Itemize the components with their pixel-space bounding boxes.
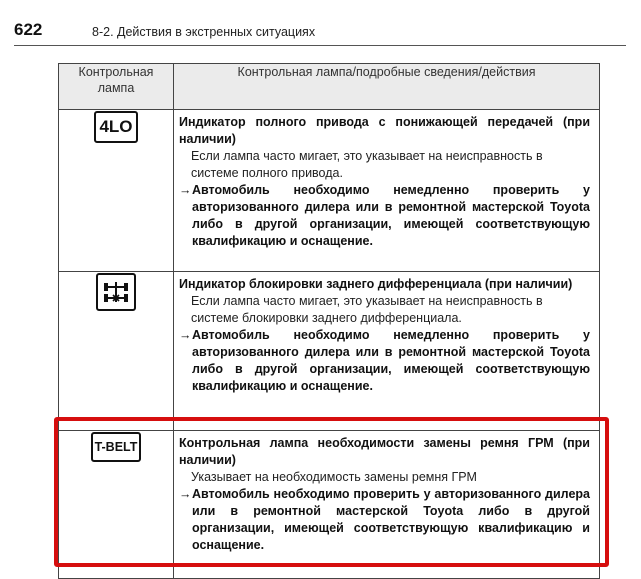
lamp-details-cell xyxy=(174,272,600,431)
lamp-details-cell xyxy=(174,431,600,579)
warning-lamp-table xyxy=(58,63,600,579)
rear-differential-lock-icon xyxy=(96,273,136,311)
lamp-icon-cell xyxy=(59,431,174,579)
lamp-action xyxy=(179,327,590,395)
column-header-details: Контрольная лампа/подробные сведения/действия xyxy=(174,64,600,110)
lamp-action-text: Автомобиль необходимо немедленно проверить у авторизованного дилера или в ремонтной мастерской Toyota либо в другой организации, имеющей соответствующую квалификацию и оснащение. xyxy=(192,183,590,248)
table-row xyxy=(59,110,600,272)
table-header-row xyxy=(59,64,600,110)
4lo-indicator-icon: 4LO xyxy=(94,111,138,143)
lamp-description: Указывает на необходимость замены ремня ГРМ xyxy=(191,470,477,484)
lamp-action-text: Автомобиль необходимо немедленно проверить у авторизованного дилера или в ремонтной мастерской Toyota либо в другой организации, имеющей соответствующую квалификацию и оснащение. xyxy=(192,328,590,393)
lamp-icon-cell xyxy=(59,110,174,272)
lamp-details-cell xyxy=(174,110,600,272)
page-header xyxy=(0,0,641,48)
column-header-lamp: Контрольная лампа xyxy=(59,64,174,110)
arrow-right-icon: → xyxy=(179,487,192,501)
arrow-right-icon: → xyxy=(179,183,192,197)
lamp-title: Контрольная лампа необходимости замены ремня ГРМ (при наличии) xyxy=(179,436,590,467)
lamp-icon-cell xyxy=(59,272,174,431)
lamp-description: Если лампа часто мигает, это указывает на неисправность в системе полного привода. xyxy=(191,149,543,180)
arrow-right-icon: → xyxy=(179,328,192,342)
lamp-title: Индикатор блокировки заднего дифференциала (при наличии) xyxy=(179,277,573,291)
lamp-action xyxy=(179,486,590,554)
header-divider xyxy=(14,45,626,46)
lamp-action xyxy=(179,182,590,250)
table-row xyxy=(59,272,600,431)
table-row xyxy=(59,431,600,579)
lamp-action-text: Автомобиль необходимо проверить у авторизованного дилера или в ремонтной мастерской Toyota либо в другой организации, имеющей соответствующую квалификацию и оснащение. xyxy=(192,487,590,552)
section-title: 8-2. Действия в экстренных ситуациях xyxy=(92,25,316,39)
lamp-description: Если лампа часто мигает, это указывает на неисправность в системе блокировки заднего дифференциала. xyxy=(191,294,543,325)
lamp-title: Индикатор полного привода с понижающей передачей (при наличии) xyxy=(179,115,590,146)
page-number: 622 xyxy=(14,20,43,39)
t-belt-indicator-icon: T-BELT xyxy=(91,432,141,462)
